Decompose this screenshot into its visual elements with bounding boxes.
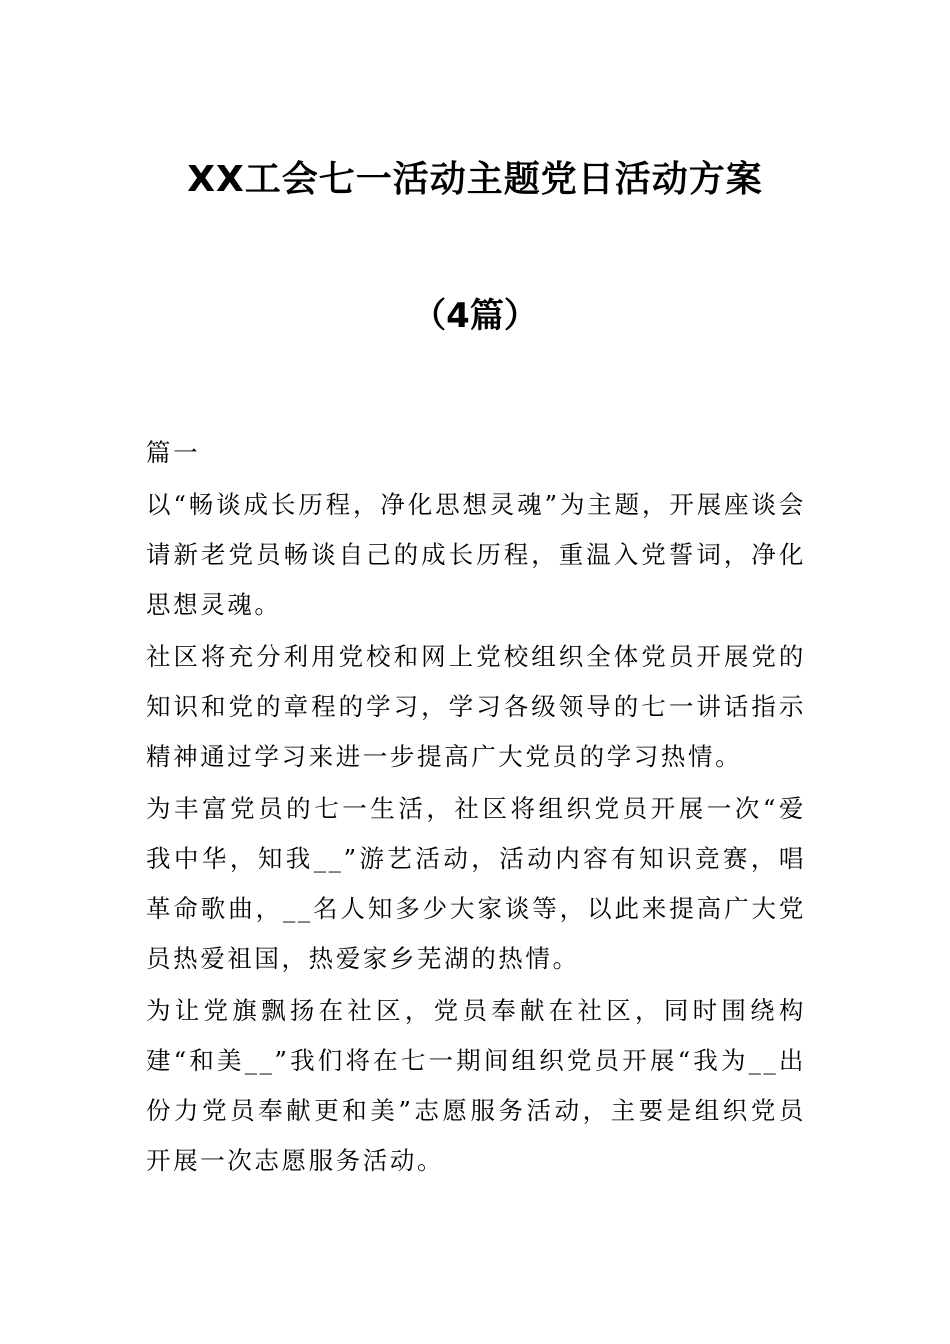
paragraph-3: 为丰富党员的七一生活，社区将组织党员开展一次“爱我中华，知我__”游艺活动，活动内容有知识竞赛，唱革命歌曲，__名人知多少大家谈等，以此来提高广大党员热爱祖国，热爱家乡芜湖的热情。 (146, 794, 806, 973)
document-body (146, 428, 806, 1188)
section-label: 篇一 (146, 438, 201, 467)
document-subtitle: （4篇） (412, 296, 538, 336)
paragraph-2: 社区将充分利用党校和网上党校组织全体党员开展党的知识和党的章程的学习，学习各级领导的七一讲话指示精神通过学习来进一步提高广大党员的学习热情。 (146, 642, 806, 771)
document-title: XX工会七一活动主题党日活动方案 (187, 159, 763, 200)
paragraph-1: 以“畅谈成长历程，净化思想灵魂”为主题，开展座谈会请新老党员畅谈自己的成长历程，重温入党誓词，净化思想灵魂。 (146, 490, 806, 619)
paragraph-4: 为让党旗飘扬在社区，党员奉献在社区，同时围绕构建“和美__”我们将在七一期间组织党员开展“我为__出份力党员奉献更和美”志愿服务活动，主要是组织党员开展一次志愿服务活动。 (146, 996, 806, 1175)
